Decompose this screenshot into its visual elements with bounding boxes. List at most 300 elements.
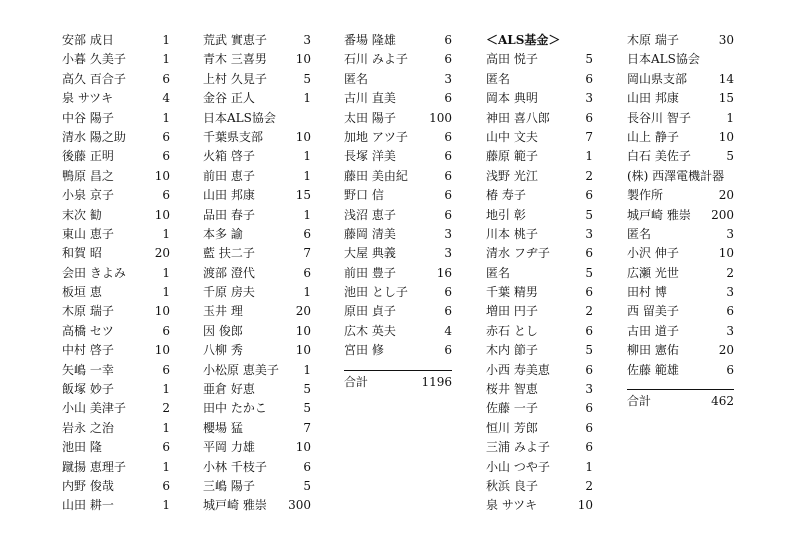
donor-row — [486, 70, 593, 89]
donation-amount: 3 — [585, 382, 593, 397]
donor-name: 三嶋 陽子 — [203, 478, 255, 493]
donor-name: 山中 文夫 — [486, 129, 538, 144]
donation-amount: 20 — [295, 304, 311, 319]
donation-amount: 5 — [585, 207, 593, 222]
donor-row — [344, 302, 452, 321]
donor-name: 秋浜 良子 — [486, 478, 538, 493]
donor-row — [203, 70, 311, 89]
donor-row — [627, 322, 734, 341]
donation-amount: 6 — [444, 207, 452, 222]
donor-row — [203, 496, 311, 515]
donation-amount: 10 — [154, 304, 170, 319]
total-row — [344, 373, 452, 392]
donor-row — [627, 302, 734, 321]
donation-amount: 6 — [162, 440, 170, 455]
donor-row — [203, 109, 311, 128]
donor-row — [486, 50, 593, 69]
donation-amount: 1 — [162, 498, 170, 513]
donor-name: 櫻場 猛 — [203, 420, 243, 435]
donor-row — [627, 244, 734, 263]
donation-amount: 14 — [718, 71, 734, 86]
total-value: 462 — [711, 394, 734, 409]
donor-row — [203, 283, 311, 302]
donor-name: 恒川 芳郎 — [486, 420, 538, 435]
donor-name: 火箱 啓子 — [203, 149, 255, 164]
donor-name: 桜井 智恵 — [486, 382, 538, 397]
donor-name: 池田 とし子 — [344, 285, 408, 300]
donor-row — [627, 206, 734, 225]
donor-name: 安部 成日 — [62, 33, 114, 47]
donation-amount: 5 — [585, 343, 593, 358]
donor-row — [62, 322, 170, 341]
donation-amount: 100 — [429, 110, 452, 125]
donor-row — [486, 244, 593, 263]
donation-amount: 16 — [436, 265, 452, 280]
donor-name: ＜ALS基金＞ — [486, 33, 561, 47]
donor-row — [62, 50, 170, 69]
donor-row — [62, 70, 170, 89]
donation-amount: 6 — [444, 149, 452, 164]
donor-row — [203, 264, 311, 283]
donor-row — [203, 361, 311, 380]
donor-row — [62, 31, 170, 50]
donation-amount: 15 — [295, 188, 311, 203]
donor-row — [627, 109, 734, 128]
donor-name: 神田 喜八郎 — [486, 110, 550, 125]
donor-name: 古川 直美 — [344, 91, 396, 106]
donation-amount: 6 — [585, 362, 593, 377]
donor-row — [627, 70, 734, 89]
donor-name: 日本ALS協会 — [203, 110, 276, 125]
donor-name: 池田 隆 — [62, 440, 102, 455]
donation-amount: 200 — [711, 207, 734, 222]
donor-row — [344, 322, 452, 341]
donor-name: 城戸崎 雅崇 — [203, 498, 267, 513]
donor-name: 藤田 美由紀 — [344, 168, 408, 183]
donor-row — [62, 167, 170, 186]
donation-amount: 2 — [162, 401, 170, 416]
donor-name: 荒武 實恵子 — [203, 33, 267, 47]
donor-row — [62, 496, 170, 515]
donation-amount: 5 — [303, 478, 311, 493]
donation-amount: 1 — [303, 285, 311, 300]
donation-amount: 6 — [162, 129, 170, 144]
donation-amount: 10 — [295, 129, 311, 144]
donor-name: 前田 恵子 — [203, 168, 255, 183]
total-row — [627, 392, 734, 411]
donor-row — [203, 477, 311, 496]
donor-row — [627, 225, 734, 244]
donor-row — [203, 399, 311, 418]
total-divider — [344, 370, 452, 371]
donor-row — [486, 186, 593, 205]
donor-name: 城戸崎 雅崇 — [627, 207, 691, 222]
donor-name: 古田 道子 — [627, 323, 679, 338]
donor-name: 小泉 京子 — [62, 188, 114, 203]
donor-name: 藤原 範子 — [486, 149, 538, 164]
donor-name: 三浦 みよ子 — [486, 440, 550, 455]
donor-name: 藤岡 清美 — [344, 226, 396, 241]
donation-amount: 10 — [154, 168, 170, 183]
donor-name: 千葉県支部 — [203, 129, 264, 144]
donation-amount: 6 — [585, 246, 593, 261]
donor-name: 渡部 澄代 — [203, 265, 255, 280]
donor-row — [62, 128, 170, 147]
donation-amount: 15 — [718, 91, 734, 106]
donation-amount: 6 — [303, 265, 311, 280]
donor-row — [627, 186, 734, 205]
donor-name: 田村 博 — [627, 285, 667, 300]
donation-amount: 1 — [303, 362, 311, 377]
donor-row — [203, 322, 311, 341]
donor-name: 匿名 — [486, 265, 511, 280]
donor-name: 原田 貞子 — [344, 304, 396, 319]
donation-amount: 6 — [585, 71, 593, 86]
donation-amount: 6 — [585, 110, 593, 125]
donor-name: 東山 恵子 — [62, 226, 114, 241]
donor-name: 小西 寿美恵 — [486, 362, 550, 377]
donor-name: 小山 美津子 — [62, 401, 126, 416]
donor-row — [344, 225, 452, 244]
donation-amount: 6 — [585, 440, 593, 455]
donor-name: 清水 フヂ子 — [486, 246, 550, 261]
donor-name: 浅沼 恵子 — [344, 207, 396, 222]
donor-row — [62, 341, 170, 360]
donor-row — [627, 31, 734, 50]
donor-row — [62, 399, 170, 418]
donor-row — [344, 283, 452, 302]
donor-row — [627, 264, 734, 283]
donor-name: 川本 桃子 — [486, 226, 538, 241]
donor-row — [62, 109, 170, 128]
donor-row — [203, 147, 311, 166]
donor-row — [486, 206, 593, 225]
donation-amount: 2 — [585, 168, 593, 183]
donation-amount: 1 — [162, 420, 170, 435]
donor-name: 千原 房夫 — [203, 285, 255, 300]
donor-row — [486, 128, 593, 147]
donation-amount: 6 — [444, 188, 452, 203]
donor-row — [62, 477, 170, 496]
donor-name: 野口 信 — [344, 188, 384, 203]
donor-name: 浅野 光江 — [486, 168, 538, 183]
donor-row — [486, 458, 593, 477]
donation-amount: 5 — [585, 52, 593, 67]
donor-name: 後藤 正明 — [62, 149, 114, 164]
donation-amount: 10 — [154, 207, 170, 222]
donation-amount: 6 — [162, 188, 170, 203]
donor-name: 中谷 陽子 — [62, 110, 114, 125]
donation-amount: 6 — [162, 478, 170, 493]
donation-amount: 6 — [444, 285, 452, 300]
total-label: 合計 — [344, 374, 369, 389]
donor-name: 千葉 精男 — [486, 285, 538, 300]
donor-row — [627, 128, 734, 147]
donor-name: 木原 瑞子 — [62, 304, 114, 319]
donation-amount: 1 — [303, 91, 311, 106]
donor-name: 増田 円子 — [486, 304, 538, 319]
donor-column-2 — [203, 31, 311, 516]
donor-row — [344, 167, 452, 186]
donation-amount: 1 — [726, 110, 734, 125]
donor-name: 山田 邦康 — [203, 188, 255, 203]
donor-row — [62, 283, 170, 302]
donor-name: 品田 春子 — [203, 207, 255, 222]
donation-amount: 20 — [718, 343, 734, 358]
donation-amount: 6 — [444, 304, 452, 319]
donation-amount: 7 — [303, 420, 311, 435]
donor-name: 匿名 — [486, 71, 511, 86]
donation-amount: 6 — [303, 459, 311, 474]
donor-row — [62, 438, 170, 457]
donor-name: 岡山県支部 — [627, 71, 688, 86]
donor-name: 大屋 典義 — [344, 246, 396, 261]
donor-name: 匿名 — [344, 71, 369, 86]
donor-row — [62, 225, 170, 244]
donor-name: 日本ALS協会 — [627, 52, 700, 67]
donor-name: (株) 西澤電機計器 — [627, 168, 725, 183]
donation-amount: 4 — [444, 323, 452, 338]
donor-row — [62, 419, 170, 438]
donor-name: 板垣 恵 — [62, 285, 102, 300]
donor-row — [486, 89, 593, 108]
donor-name: 白石 美佐子 — [627, 149, 691, 164]
donor-row — [203, 438, 311, 457]
donor-name: 匿名 — [627, 226, 652, 241]
donation-amount: 10 — [295, 52, 311, 67]
donation-amount: 10 — [295, 343, 311, 358]
donor-row — [344, 50, 452, 69]
donor-row — [203, 89, 311, 108]
donation-amount: 20 — [718, 188, 734, 203]
donor-row — [344, 264, 452, 283]
donation-amount: 1 — [585, 149, 593, 164]
donor-row — [627, 341, 734, 360]
donor-name: 藍 扶二子 — [203, 246, 255, 261]
donor-name: 小暮 久美子 — [62, 52, 126, 67]
donation-amount: 2 — [585, 478, 593, 493]
donation-amount: 6 — [444, 33, 452, 47]
donor-name: 番場 隆雄 — [344, 33, 396, 47]
donation-amount: 300 — [288, 498, 311, 513]
donor-row — [486, 380, 593, 399]
donor-name: 上村 久見子 — [203, 71, 267, 86]
donor-row — [344, 128, 452, 147]
donation-amount: 6 — [162, 362, 170, 377]
donor-name: 蹴揚 恵理子 — [62, 459, 126, 474]
donor-row — [344, 147, 452, 166]
donor-row — [486, 283, 593, 302]
donor-name: 赤石 とし — [486, 323, 538, 338]
donor-row — [344, 244, 452, 263]
donation-amount: 7 — [585, 129, 593, 144]
donor-column-1 — [62, 31, 170, 516]
donor-name: 因 俊郎 — [203, 323, 243, 338]
donor-row — [203, 167, 311, 186]
donor-name: 飯塚 妙子 — [62, 382, 114, 397]
total-spacer — [627, 380, 734, 389]
donation-amount: 3 — [585, 91, 593, 106]
donor-name: 清水 陽之助 — [62, 129, 126, 144]
donor-row — [62, 264, 170, 283]
donation-amount: 6 — [444, 52, 452, 67]
donation-amount: 1 — [303, 149, 311, 164]
donation-amount: 10 — [577, 498, 593, 513]
donor-row — [203, 206, 311, 225]
donor-row — [344, 70, 452, 89]
donation-amount: 6 — [162, 149, 170, 164]
donor-name: 矢嶋 一幸 — [62, 362, 114, 377]
donor-row — [62, 206, 170, 225]
donor-row — [344, 31, 452, 50]
donor-row — [486, 322, 593, 341]
donor-row — [486, 361, 593, 380]
donation-amount: 3 — [444, 246, 452, 261]
donor-name: 会田 きよみ — [62, 265, 126, 280]
donor-row — [62, 302, 170, 321]
donor-name: 柳田 憲佑 — [627, 343, 679, 358]
donation-amount: 3 — [444, 226, 452, 241]
donation-amount: 5 — [303, 401, 311, 416]
donation-amount: 6 — [585, 401, 593, 416]
donation-amount: 1 — [162, 285, 170, 300]
donor-row — [486, 167, 593, 186]
donor-row — [203, 302, 311, 321]
donation-amount: 3 — [444, 71, 452, 86]
donor-row — [344, 206, 452, 225]
donation-amount: 6 — [726, 362, 734, 377]
donor-row — [203, 225, 311, 244]
donation-amount: 1 — [162, 33, 170, 47]
donor-row — [62, 361, 170, 380]
donation-amount: 7 — [303, 246, 311, 261]
donor-name: 木内 節子 — [486, 343, 538, 358]
donor-row — [203, 380, 311, 399]
donor-row — [62, 380, 170, 399]
donation-amount: 3 — [726, 226, 734, 241]
donation-amount: 6 — [444, 91, 452, 106]
donor-row — [62, 186, 170, 205]
donation-amount: 6 — [162, 71, 170, 86]
donor-name: 山田 耕一 — [62, 498, 114, 513]
donation-amount: 10 — [718, 246, 734, 261]
donor-name: 玉井 理 — [203, 304, 243, 319]
donation-amount: 1 — [162, 110, 170, 125]
donation-amount: 10 — [295, 440, 311, 455]
donation-amount: 5 — [726, 149, 734, 164]
donation-amount: 5 — [303, 382, 311, 397]
donor-name: 青木 三喜男 — [203, 52, 267, 67]
section-heading — [486, 31, 593, 50]
donation-amount: 2 — [726, 265, 734, 280]
donor-row — [203, 341, 311, 360]
donation-amount: 3 — [726, 285, 734, 300]
donor-name: 椿 寿子 — [486, 188, 526, 203]
donor-name: 製作所 — [627, 188, 664, 203]
donor-name: 佐藤 一子 — [486, 401, 538, 416]
donor-name: 岡本 典明 — [486, 91, 538, 106]
donation-amount: 5 — [303, 71, 311, 86]
donation-amount: 1 — [162, 382, 170, 397]
donor-row — [344, 341, 452, 360]
donation-amount: 1 — [162, 265, 170, 280]
donation-amount: 1 — [162, 459, 170, 474]
donor-row — [203, 128, 311, 147]
donation-amount: 2 — [585, 304, 593, 319]
donor-name: 加地 アツ子 — [344, 129, 408, 144]
donor-row — [203, 244, 311, 263]
donor-row — [627, 283, 734, 302]
donor-row — [203, 419, 311, 438]
donor-name: 西 留美子 — [627, 304, 679, 319]
donor-name: 長塚 洋美 — [344, 149, 396, 164]
donation-amount: 6 — [444, 168, 452, 183]
donor-row — [627, 167, 734, 186]
donation-amount: 10 — [295, 323, 311, 338]
donation-amount: 5 — [585, 265, 593, 280]
donor-name: 泉 サツキ — [486, 498, 538, 513]
donation-amount: 6 — [303, 226, 311, 241]
donor-name: 高橋 セツ — [62, 323, 114, 338]
donation-amount: 1 — [303, 207, 311, 222]
donor-row — [62, 244, 170, 263]
donor-row — [486, 147, 593, 166]
donation-amount: 1 — [585, 459, 593, 474]
donor-name: 佐藤 範雄 — [627, 362, 679, 377]
donation-amount: 6 — [585, 285, 593, 300]
donation-amount: 1 — [162, 226, 170, 241]
donation-amount: 6 — [444, 343, 452, 358]
donor-name: 鴨原 昌之 — [62, 168, 114, 183]
donor-row — [486, 341, 593, 360]
donor-name: 小林 千枝子 — [203, 459, 267, 474]
donor-column-3 — [344, 31, 452, 392]
donor-row — [62, 458, 170, 477]
donor-row — [344, 89, 452, 108]
donor-name: 平岡 力雄 — [203, 440, 255, 455]
donor-name: 木原 瑞子 — [627, 33, 679, 47]
donor-row — [203, 50, 311, 69]
donor-name: 八柳 秀 — [203, 343, 243, 358]
donor-name: 田中 たかこ — [203, 401, 267, 416]
donation-amount: 20 — [154, 246, 170, 261]
donor-name: 岩永 之治 — [62, 420, 114, 435]
donor-name: 末次 勧 — [62, 207, 102, 222]
donor-row — [203, 458, 311, 477]
donor-row — [627, 361, 734, 380]
donor-row — [486, 399, 593, 418]
donor-name: 山田 邦康 — [627, 91, 679, 106]
total-divider — [627, 389, 734, 390]
donation-amount: 3 — [303, 33, 311, 47]
donor-name: 小沢 伸子 — [627, 246, 679, 261]
donor-name: 前田 豊子 — [344, 265, 396, 280]
donor-name: 小山 つや子 — [486, 459, 550, 474]
donor-name: 地引 彰 — [486, 207, 526, 222]
donor-name: 小松原 恵美子 — [203, 362, 279, 377]
donor-row — [344, 186, 452, 205]
donation-amount: 10 — [154, 343, 170, 358]
donation-amount: 6 — [726, 304, 734, 319]
donation-amount: 6 — [585, 188, 593, 203]
donor-row — [627, 89, 734, 108]
donor-row — [344, 109, 452, 128]
donor-name: 宮田 修 — [344, 343, 384, 358]
donor-row — [486, 496, 593, 515]
donor-row — [203, 31, 311, 50]
donor-row — [486, 477, 593, 496]
donation-amount: 10 — [718, 129, 734, 144]
